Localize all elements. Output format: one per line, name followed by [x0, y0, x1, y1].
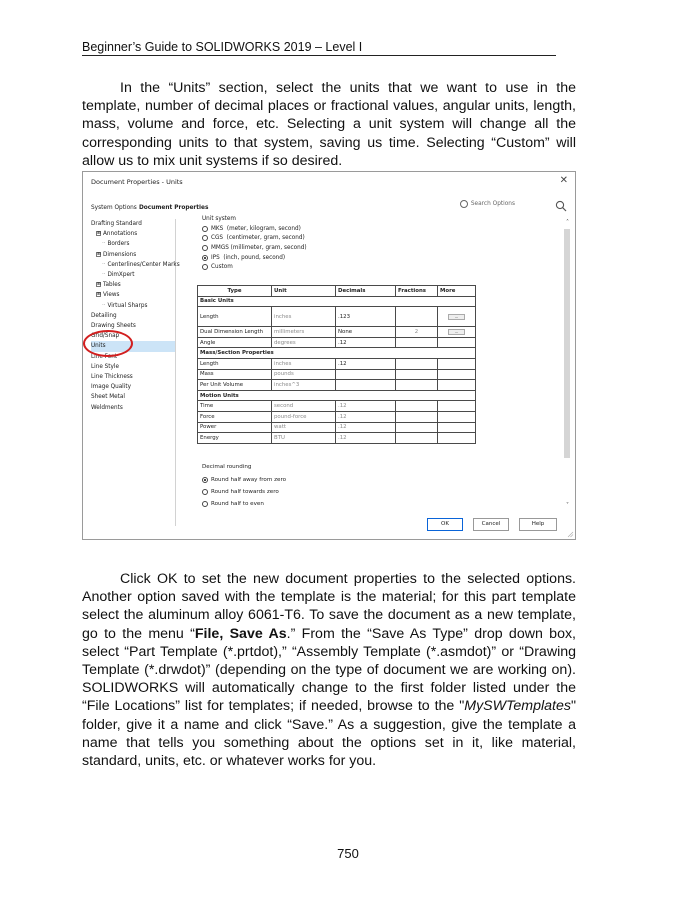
tree-connector-icon: ·· — [102, 241, 108, 248]
cell-type — [198, 401, 272, 412]
tree-item-centerlines-center-marks[interactable] — [91, 260, 180, 270]
tree-item-label: Line Font — [91, 353, 118, 360]
cell-unit[interactable] — [272, 369, 336, 380]
cell-type — [198, 433, 272, 444]
cell-type — [198, 369, 272, 380]
units-highlight-circle — [83, 330, 133, 357]
gear-icon — [460, 200, 468, 208]
resize-grip-icon[interactable] — [567, 531, 574, 538]
search-icon[interactable] — [555, 200, 567, 212]
col-type: Type — [198, 286, 272, 297]
cell-unit-text: degrees — [274, 339, 296, 346]
cell-type-text: Mass — [200, 371, 214, 378]
table-row[interactable] — [198, 433, 476, 444]
cell-unit-text: inches — [274, 313, 292, 320]
unit-system-label: Unit system — [202, 216, 236, 222]
table-section-label: Basic Units — [198, 296, 476, 307]
scrollbar-thumb[interactable] — [564, 229, 570, 458]
cell-decimals[interactable] — [336, 327, 396, 338]
unit-system-label: CGS (centimeter, gram, second) — [211, 235, 305, 242]
tree-item-label: Centerlines/Center Marks — [107, 261, 180, 268]
tree-item-line-style[interactable] — [91, 362, 175, 372]
cell-unit-text: pound-force — [274, 413, 307, 420]
cell-unit[interactable] — [272, 401, 336, 412]
cell-decimals-text: None — [338, 328, 353, 335]
cell-decimals-text: .12 — [338, 360, 347, 367]
unit-system-option[interactable] — [202, 262, 307, 272]
tree-item-annotations[interactable] — [91, 229, 175, 239]
tree-item-label: Annotations — [103, 231, 138, 238]
tree-item-virtual-sharps[interactable] — [91, 301, 175, 311]
more-button[interactable]: ... — [448, 314, 465, 320]
cell-decimals[interactable] — [336, 307, 396, 327]
tree-item-detailing[interactable] — [91, 311, 175, 321]
tree-item-label: Tables — [103, 282, 121, 289]
cell-type — [198, 337, 272, 348]
cell-type — [198, 358, 272, 369]
cell-decimals[interactable] — [336, 401, 396, 412]
tree-connector-icon: ·· — [102, 272, 108, 279]
units-table-header — [198, 286, 476, 297]
unit-system-label: MMGS (millimeter, gram, second) — [211, 244, 307, 251]
cell-decimals[interactable] — [336, 422, 396, 433]
expand-icon[interactable]: ⊞ — [97, 292, 101, 298]
tree-item-views[interactable] — [91, 290, 175, 300]
cell-more[interactable] — [438, 358, 476, 369]
table-section-label: Mass/Section Properties — [198, 348, 476, 359]
rounding-label: Round half away from zero — [211, 477, 287, 483]
rounding-radio[interactable] — [202, 477, 208, 483]
cancel-button[interactable]: Cancel — [473, 518, 509, 531]
tree-item-label: DimXpert — [107, 272, 135, 279]
document-properties-dialog — [82, 171, 576, 540]
unit-system-radio[interactable] — [202, 226, 208, 232]
cell-type — [198, 307, 272, 327]
cell-type-text: Power — [200, 424, 217, 431]
cell-unit-text: inches^3 — [274, 381, 300, 388]
tree-item-label: Detailing — [91, 312, 117, 319]
cell-type-text: Angle — [200, 339, 216, 346]
unit-system-label: IPS (inch, pound, second) — [211, 254, 286, 261]
cell-decimals[interactable] — [336, 369, 396, 380]
cell-type-text: Dual Dimension Length — [200, 328, 264, 335]
table-row[interactable] — [198, 401, 476, 412]
table-section-label: Motion Units — [198, 390, 476, 401]
unit-system-radio[interactable] — [202, 255, 208, 261]
unit-system-radio[interactable] — [202, 245, 208, 251]
unit-system-group — [202, 216, 307, 272]
cell-unit[interactable] — [272, 327, 336, 338]
cell-decimals-text: .12 — [338, 424, 347, 431]
cell-more[interactable] — [438, 401, 476, 412]
table-row[interactable] — [198, 380, 476, 391]
cell-fractions[interactable] — [396, 411, 438, 422]
col-fractions: Fractions — [396, 286, 438, 297]
scroll-up-icon[interactable]: ˄ — [566, 219, 569, 226]
units-table — [197, 285, 476, 444]
cell-unit-text: inches — [274, 360, 292, 367]
body-paragraph-text: Click OK to set the new document properties to the selected options. Another option saved with the template is the material; for this part template select the aluminum alloy 6061-T6. To save the document as a new template, go to the menu “File, Save As.” From the “Save As Type” drop down box, select “Part Template (*.prtdot),” “Assembly Template (*.asmdot)” or “Drawing Template (*.drwdot)” (depending on the type of document we are working on). SOLIDWORKS will automatically change to the first folder listed under the “File Locations” list for templates; if needed, browse to the "MySWTemplates" folder, give it a name and click “Save.” As a suggestion, give the template a name that tells you something about the options set in it, like material, standard, units, etc. or whatever works for you. — [82, 571, 576, 770]
expand-icon[interactable]: ⊞ — [97, 282, 101, 288]
close-icon[interactable]: ✕ — [559, 175, 568, 186]
tree-item-label: Virtual Sharps — [107, 302, 148, 309]
tree-item-image-quality[interactable] — [91, 382, 175, 392]
vertical-scrollbar[interactable] — [563, 219, 572, 509]
search-options[interactable] — [460, 200, 515, 208]
cell-type-text: Force — [200, 413, 215, 420]
table-row[interactable] — [198, 358, 476, 369]
cell-unit-text: watt — [274, 424, 286, 431]
tree-connector-icon: ·· — [102, 302, 108, 309]
cell-decimals-text: .12 — [338, 403, 347, 410]
cell-fractions-text: 2 — [414, 328, 419, 335]
tree-item-label: Image Quality — [91, 384, 131, 391]
tree-item-label: Grid/Snap — [91, 333, 120, 340]
search-options-label: Search Options — [470, 201, 515, 207]
rounding-option[interactable] — [202, 486, 286, 498]
tree-item-label: Line Style — [91, 363, 119, 370]
cell-unit[interactable] — [272, 422, 336, 433]
cell-decimals-text: .12 — [338, 413, 347, 420]
cell-fractions[interactable] — [396, 307, 438, 327]
tree-item-label: Units — [91, 343, 106, 350]
cell-more[interactable] — [438, 380, 476, 391]
cell-type-text: Per Unit Volume — [200, 381, 244, 388]
cell-unit-text: second — [274, 403, 294, 410]
tree-item-weldments[interactable] — [91, 403, 175, 413]
cell-more[interactable] — [438, 327, 476, 338]
tree-item-label: Line Thickness — [91, 374, 133, 381]
cell-decimals-text: .12 — [338, 339, 347, 346]
help-button[interactable]: Help — [519, 518, 557, 531]
decimal-rounding-label: Decimal rounding — [202, 464, 252, 470]
page-number: 750 — [337, 846, 359, 861]
cell-fractions[interactable] — [396, 337, 438, 348]
header-rule — [82, 55, 556, 56]
unit-system-label: Custom — [211, 264, 233, 271]
rounding-label: Round half to even — [211, 501, 264, 507]
cell-decimals[interactable] — [336, 358, 396, 369]
cell-fractions[interactable] — [396, 433, 438, 444]
tree-item-label: Views — [103, 292, 120, 299]
unit-system-option[interactable] — [202, 224, 307, 234]
tree-item-label: Drafting Standard — [91, 221, 142, 227]
tree-item-tables[interactable] — [91, 280, 175, 290]
scroll-down-icon[interactable]: ˅ — [566, 502, 569, 509]
decimal-rounding-group — [202, 464, 286, 510]
cell-unit[interactable] — [272, 433, 336, 444]
cell-more[interactable] — [438, 411, 476, 422]
cell-type-text: Time — [200, 403, 214, 410]
rounding-option[interactable] — [202, 474, 286, 486]
tree-item-line-thickness[interactable] — [91, 372, 175, 382]
cell-unit[interactable] — [272, 411, 336, 422]
cell-fractions[interactable] — [396, 401, 438, 412]
cell-type-text: Energy — [200, 434, 219, 441]
cell-unit[interactable] — [272, 380, 336, 391]
unit-system-label: MKS (meter, kilogram, second) — [211, 225, 301, 232]
tab-system-options[interactable]: System Options — [91, 205, 137, 211]
expand-icon[interactable]: ⊞ — [97, 231, 101, 237]
rounding-radio[interactable] — [202, 501, 208, 507]
cell-decimals-text: .123 — [338, 313, 351, 320]
tree-item-drafting-standard[interactable] — [91, 219, 175, 229]
cell-unit[interactable] — [272, 337, 336, 348]
table-section-row — [198, 390, 476, 401]
cell-type — [198, 422, 272, 433]
table-row[interactable] — [198, 307, 476, 327]
cell-fractions[interactable] — [396, 358, 438, 369]
dialog-title: Document Properties - Units — [91, 178, 183, 186]
body-paragraph — [82, 570, 576, 770]
cell-decimals[interactable] — [336, 411, 396, 422]
cell-type — [198, 380, 272, 391]
cell-decimals[interactable] — [336, 337, 396, 348]
col-unit: Unit — [272, 286, 336, 297]
running-header: Beginner’s Guide to SOLIDWORKS 2019 – Level I — [82, 40, 363, 54]
table-row[interactable] — [198, 337, 476, 348]
rounding-label: Round half towards zero — [211, 489, 279, 495]
tree-item-label: Borders — [107, 241, 130, 248]
cell-type — [198, 327, 272, 338]
col-decimals: Decimals — [336, 286, 396, 297]
col-more: More — [438, 286, 476, 297]
ok-button[interactable]: OK — [427, 518, 463, 531]
unit-system-option[interactable] — [202, 253, 307, 263]
tree-item-label: Dimensions — [103, 251, 137, 258]
cell-decimals[interactable] — [336, 433, 396, 444]
tab-document-properties[interactable]: Document Properties — [139, 205, 209, 211]
tree-item-dimensions[interactable] — [91, 250, 175, 260]
cell-type-text: Length — [200, 313, 219, 320]
cell-unit-text: BTU — [274, 434, 285, 441]
rounding-radio[interactable] — [202, 489, 208, 495]
cell-unit-text: millimeters — [274, 328, 305, 335]
tree-item-label: Drawing Sheets — [91, 323, 136, 330]
cell-unit[interactable] — [272, 358, 336, 369]
tree-item-label: Sheet Metal — [91, 394, 125, 401]
tree-connector-icon: ·· — [102, 261, 108, 268]
cell-fractions[interactable] — [396, 380, 438, 391]
cell-more[interactable] — [438, 337, 476, 348]
table-row[interactable] — [198, 369, 476, 380]
expand-icon[interactable]: ⊞ — [97, 251, 101, 257]
cell-decimals[interactable] — [336, 380, 396, 391]
cell-fractions[interactable] — [396, 422, 438, 433]
more-button[interactable]: ... — [448, 329, 465, 335]
tree-item-label: Weldments — [91, 404, 123, 411]
tree-item-dimxpert[interactable] — [91, 270, 175, 280]
table-section-row — [198, 348, 476, 359]
cell-more[interactable] — [438, 307, 476, 327]
cell-fractions[interactable] — [396, 369, 438, 380]
unit-system-radio[interactable] — [202, 264, 208, 270]
rounding-option[interactable] — [202, 498, 286, 510]
table-section-row — [198, 296, 476, 307]
tree-item-borders[interactable] — [91, 239, 175, 249]
cell-more[interactable] — [438, 369, 476, 380]
cell-unit-text: pounds — [274, 371, 294, 378]
table-row[interactable] — [198, 422, 476, 433]
table-row[interactable] — [198, 327, 476, 338]
table-row[interactable] — [198, 411, 476, 422]
cell-unit[interactable] — [272, 307, 336, 327]
cell-fractions[interactable] — [396, 327, 438, 338]
cell-more[interactable] — [438, 433, 476, 444]
unit-system-radio[interactable] — [202, 235, 208, 241]
intro-paragraph — [82, 79, 576, 170]
cell-more[interactable] — [438, 422, 476, 433]
cell-decimals-text: .12 — [338, 434, 347, 441]
properties-tree — [91, 219, 180, 526]
cell-type — [198, 411, 272, 422]
tree-item-sheet-metal[interactable] — [91, 392, 175, 402]
intro-paragraph-text: In the “Units” section, select the units that we want to use in the template, number of decimal places or fractional values, angular units, length, mass, volume and force, etc. Selecting a unit system will change all the corresponding units to that system, saving us time. Selecting “Custom” will allow us to mix unit systems if so desired. — [82, 80, 576, 169]
unit-system-option[interactable] — [202, 243, 307, 253]
cell-type-text: Length — [200, 360, 219, 367]
unit-system-option[interactable] — [202, 234, 307, 244]
